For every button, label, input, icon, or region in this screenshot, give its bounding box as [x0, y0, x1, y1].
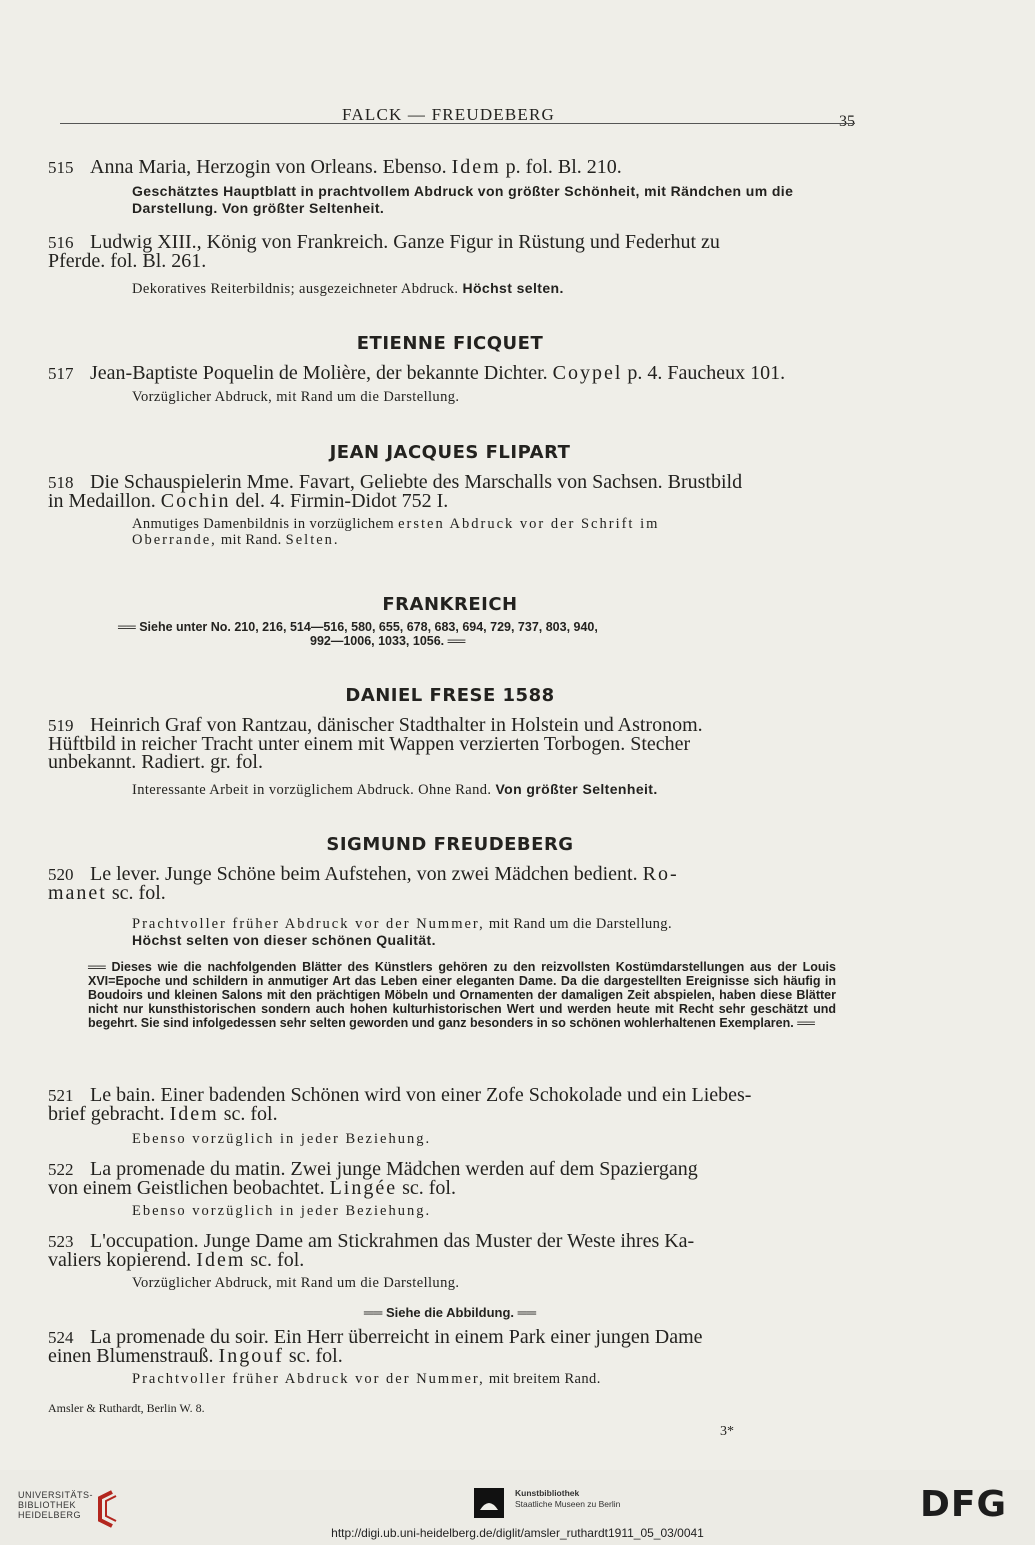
ub-heidelberg-label[interactable]	[18, 1490, 93, 1520]
entry-text-line2: valiers kopierend.	[48, 1249, 192, 1271]
entry-516	[48, 233, 848, 297]
entry-note: Vorzüglicher Abdruck, mit Rand um die Darstellung.	[132, 1275, 460, 1291]
entry-text-line2: einen Blumenstrauß.	[48, 1345, 214, 1367]
engraver: Idem	[451, 156, 501, 178]
heading-frankreich: FRANKREICH	[382, 594, 518, 615]
see-text: Siehe die Abbildung.	[385, 1305, 515, 1320]
see-illustration	[0, 1305, 900, 1320]
frankreich-reference	[118, 620, 818, 648]
entry-note-spaced: Prachtvoller früher Abdruck vor der Nummer,	[132, 916, 485, 932]
equals-icon: ══	[447, 634, 466, 648]
entry-text-line2: brief gebracht.	[48, 1103, 165, 1125]
entry-note-bold: Höchst selten von dieser schönen Qualität.	[132, 932, 436, 948]
engraver: Lingée	[329, 1177, 398, 1199]
entry-number: 524	[48, 1328, 74, 1347]
entry-note-spaced: Ebenso vorzüglich in jeder Beziehung.	[132, 1131, 432, 1147]
engraver: Cochin	[160, 490, 231, 512]
kunstbibliothek-label[interactable]	[515, 1488, 620, 1510]
entry-number: 521	[48, 1086, 74, 1105]
permalink-url[interactable]: http://digi.ub.uni-heidelberg.de/diglit/amsler_ruthardt1911_05_03/0041	[331, 1526, 704, 1540]
entry-524	[48, 1328, 848, 1387]
entry-text: La promenade du soir. Ein Herr überreicht in einem Park einer jungen Dame	[90, 1326, 703, 1348]
header-title: FALCK — FREUDEBERG	[342, 105, 556, 124]
entry-522	[48, 1160, 848, 1219]
entry-520	[48, 865, 848, 949]
entry-text: Die Schauspielerin Mme. Favart, Geliebte des Marschalls von Sachsen. Brustbild	[90, 471, 743, 493]
entry-number: 517	[48, 364, 74, 383]
entry-text: L'occupation. Junge Dame am Stickrahmen das Muster der Weste ihres Ka-	[90, 1230, 695, 1252]
entry-text: La promenade du matin. Zwei junge Mädchen werden auf dem Spaziergang	[90, 1158, 698, 1180]
running-header	[60, 103, 855, 133]
entry-note: Vorzüglicher Abdruck, mit Rand um die Darstellung.	[132, 389, 460, 405]
entry-text-line2: Pferde. fol. Bl. 261.	[48, 250, 207, 272]
entry-text: Jean-Baptiste Poquelin de Molière, der bekannte Dichter.	[90, 362, 548, 384]
kunstbibliothek-logo-icon[interactable]	[474, 1488, 504, 1518]
equals-icon: ══	[88, 960, 106, 974]
entry-523	[48, 1232, 848, 1291]
entry-number: 515	[48, 158, 74, 177]
ub-line1: UNIVERSITÄTS-	[18, 1490, 94, 1500]
entry-text-tail: p. 4. Faucheux 101.	[627, 362, 786, 384]
entry-number: 520	[48, 865, 74, 884]
engraver: Idem	[169, 1103, 219, 1125]
equals-icon: ══	[517, 1305, 537, 1320]
entry-number: 518	[48, 473, 74, 492]
viewer-footer	[0, 1470, 1035, 1545]
entry-521	[48, 1086, 848, 1147]
entry-note-bold: Geschätztes Hauptblatt in prachtvollem Abdruck von größter Schönheit, mit Rändchen um die Darstellung. Von größter Seltenheit.	[132, 183, 794, 216]
entry-text-line3: unbekannt. Radiert. gr. fol.	[48, 751, 263, 773]
paragraph-text: Dieses wie die nachfolgenden Blätter des Künstlers gehören zu den reizvollsten Kostümdarstellungen aus der Louis XVI=Epoche und schildern in anmutiger Art das Leben einer eleganten Dame. Da die dargestellten Ereignisse sich häufig in Boudoirs und kleinen Salons mit den prächtigen Möbeln und Ornamenten der damaligen Zeit abspielen, haben diese Blätter nicht nur kunsthistorischen sondern auch hohen kulturhistorischen Wert und werden heute mit Recht sehr geschätzt und begehrt. Sie sind infolgedessen sehr selten geworden und ganz besonders in so schönen wohlerhaltenen Exemplaren.	[88, 960, 836, 1030]
entry-note: Anmutiges Damenbildnis in vorzüglichem	[132, 516, 395, 532]
kb-line2: Staatliche Museen zu Berlin	[515, 1499, 621, 1509]
entry-note-spaced: Prachtvoller früher Abdruck vor der Nummer,	[132, 1371, 485, 1387]
header-rule	[60, 123, 855, 124]
signature-mark: 3*	[720, 1424, 734, 1439]
entry-text-tail: sc. fol.	[223, 1103, 278, 1125]
entry-text: Le lever. Junge Schöne beim Aufstehen, von zwei Mädchen bedient.	[90, 863, 638, 885]
heading-frese: DANIEL FRESE 1588	[345, 685, 555, 706]
reference-line1: Siehe unter No. 210, 216, 514—516, 580, 655, 678, 683, 694, 729, 737, 803, 940,	[139, 620, 598, 634]
engraver: Ingouf	[218, 1345, 284, 1367]
entry-note: mit Rand.	[220, 532, 282, 548]
ub-heidelberg-logo-icon[interactable]	[92, 1488, 122, 1528]
entry-note-bold: Höchst selten.	[462, 280, 564, 296]
ub-line3: HEIDELBERG	[18, 1510, 82, 1520]
entry-text: Heinrich Graf von Rantzau, dänischer Stadthalter in Holstein und Astronom.	[90, 714, 703, 736]
publisher-imprint: Amsler & Ruthardt, Berlin W. 8.	[48, 1401, 205, 1415]
reference-line2: 992—1006, 1033, 1056.	[310, 634, 445, 648]
entry-text: Anna Maria, Herzogin von Orleans. Ebenso.	[90, 156, 447, 178]
entry-note: mit Rand um die Darstellung.	[488, 916, 672, 932]
entry-number: 516	[48, 233, 74, 252]
entry-text-line2: in Medaillon.	[48, 490, 156, 512]
entry-number: 522	[48, 1160, 74, 1179]
heading-freudeberg: SIGMUND FREUDEBERG	[326, 834, 574, 855]
entry-note-bold: Von größter Seltenheit.	[495, 781, 658, 797]
entry-note-spaced: Selten.	[285, 532, 340, 548]
entry-note-spaced: Ebenso vorzüglich in jeder Beziehung.	[132, 1203, 432, 1219]
equals-icon: ══	[797, 1016, 815, 1030]
entry-text: Ludwig XIII., König von Frankreich. Ganze Figur in Rüstung und Federhut zu	[90, 231, 720, 253]
entry-text-line2: von einem Geistlichen beobachtet.	[48, 1177, 325, 1199]
entry-515	[48, 158, 848, 217]
entry-number: 519	[48, 716, 74, 735]
engraver: Ro-	[642, 863, 679, 885]
entry-note: Interessante Arbeit in vorzüglichem Abdruck. Ohne Rand.	[132, 782, 492, 798]
ub-line2: BIBLIOTHEK	[18, 1500, 77, 1510]
entry-text-tail: sc. fol.	[111, 882, 166, 904]
entry-note-spaced: ersten Abdruck vor der Schrift im	[398, 516, 660, 532]
entry-text: Le bain. Einer badenden Schönen wird von einer Zofe Schokolade und ein Liebes-	[90, 1084, 752, 1106]
entry-518	[48, 473, 848, 548]
engraver: manet	[48, 882, 107, 904]
entry-517	[48, 364, 848, 405]
equals-icon: ══	[118, 620, 136, 634]
heading-ficquet: ETIENNE FICQUET	[356, 333, 544, 354]
entry-note: Dekoratives Reiterbildnis; ausgezeichneter Abdruck.	[132, 281, 459, 297]
entry-text-tail: sc. fol.	[250, 1249, 305, 1271]
entry-text-tail: sc. fol.	[402, 1177, 456, 1199]
heading-flipart: JEAN JACQUES FLIPART	[329, 442, 571, 463]
page-number: 35	[839, 113, 855, 130]
entry-number: 523	[48, 1232, 74, 1251]
equals-icon: ══	[363, 1305, 383, 1320]
engraver: Coypel	[552, 362, 623, 384]
kb-line1: Kunstbibliothek	[515, 1488, 580, 1498]
dfg-logo[interactable]: DFG	[920, 1484, 1008, 1525]
entry-text-line2: Hüftbild in reicher Tracht unter einem mit Wappen verzierten Torbogen. Stecher	[48, 733, 691, 755]
entry-note: mit breitem Rand.	[488, 1371, 601, 1387]
entry-text-tail: p. fol. Bl. 210.	[505, 156, 622, 178]
entry-text-tail: del. 4. Firmin-Didot 752 I.	[235, 490, 449, 512]
entry-note-spaced: Oberrande,	[132, 532, 217, 548]
entry-text-tail: sc. fol.	[288, 1345, 343, 1367]
engraver: Idem	[196, 1249, 246, 1271]
freudeberg-paragraph	[88, 960, 836, 1030]
entry-519	[48, 716, 848, 798]
